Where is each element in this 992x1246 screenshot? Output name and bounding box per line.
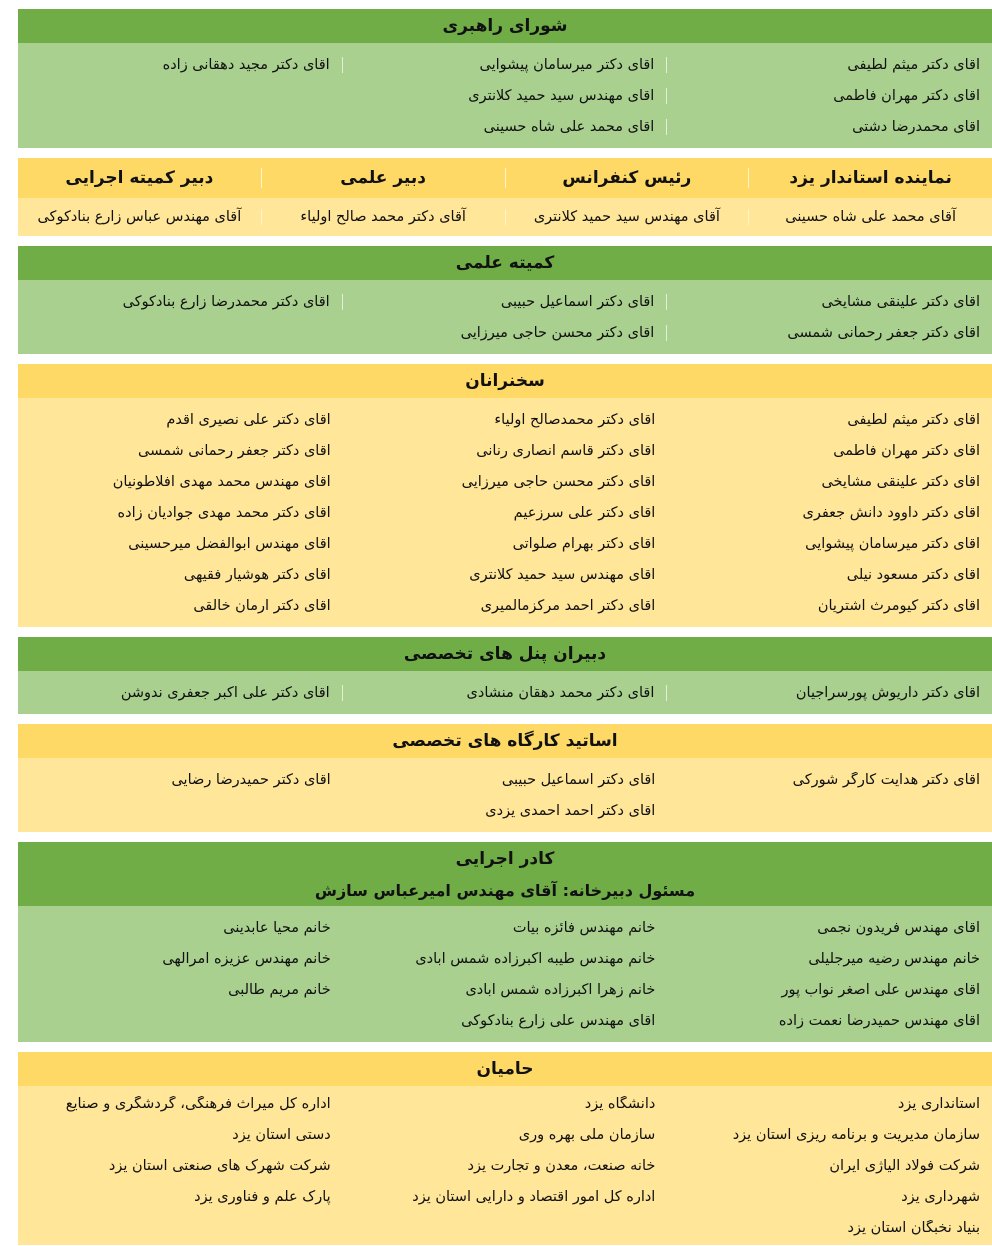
member-name: آقای دکتر علی اکبر جعفری ندوشن [18, 685, 343, 701]
table-row [18, 1119, 992, 1150]
key-roles-value-row [18, 198, 992, 236]
speaker-name: آقای مهندس سید حمید کلانتری [469, 566, 656, 583]
section-gap [18, 236, 992, 246]
sponsor-name: پارک علم و فناوری یزد [194, 1188, 331, 1205]
scientific-committee-title: کمیته علمی [18, 246, 992, 280]
speaker-name: آقای دکتر هوشیار فقیهی [183, 566, 331, 583]
section-gap [18, 354, 992, 364]
table-row [18, 559, 992, 590]
speaker-name: آقای دکتر مسعود نیلی [846, 566, 980, 583]
speaker-name: آقای دکتر محمد مهدی جوادیان زاده [117, 504, 331, 521]
section-gap [18, 1042, 992, 1052]
table-row [18, 764, 992, 795]
panel-secretaries-title: دبیران پنل های تخصصی [18, 637, 992, 671]
staff-name: خانم مهندس طیبه اکبرزاده شمس آبادی [415, 950, 656, 967]
member-name: آقای محمد علی شاه حسینی [343, 119, 668, 135]
staff-name: آقای مهندس حمیدرضا نعمت زاده [778, 1012, 980, 1029]
role-title: رئیس کنفرانس [506, 168, 750, 188]
speaker-name: آقای دکتر احمد مرکزمالمیری [480, 597, 656, 614]
table-row [18, 435, 992, 466]
panel-secretaries-section [18, 637, 992, 714]
speakers-section [18, 364, 992, 627]
workshop-masters-title: اساتید کارگاه های تخصصی [18, 724, 992, 758]
role-holder: آقای مهندس سید حمید کلانتری [506, 209, 750, 225]
table-row [18, 1212, 992, 1243]
section-gap [18, 832, 992, 842]
speaker-name: آقای دکتر علینقی مشایخی [821, 473, 980, 490]
speaker-name: آقای دکتر میرسامان پیشوایی [805, 535, 980, 552]
secretariat-manager: مسئول دبیرخانه: آقای مهندس امیرعباس سازش [18, 876, 992, 906]
sponsor-name: استانداری یزد [897, 1095, 980, 1112]
role-title: نماینده استاندار یزد [789, 168, 952, 188]
speaker-name: آقای دکتر جعفر رحمانی شمسی [138, 442, 331, 459]
member-name: آقای دکتر مهران فاطمی [833, 87, 980, 104]
section-gap [18, 714, 992, 724]
sponsors-title: حامیان [18, 1052, 992, 1086]
sponsor-name: خانه صنعت، معدن و تجارت یزد [467, 1157, 656, 1174]
leadership-council-list [18, 43, 992, 148]
member-name: آقای دکتر داریوش پورسراجیان [795, 684, 980, 701]
speaker-name: آقای دکتر قاسم انصاری رنانی [476, 442, 656, 459]
table-row [18, 943, 992, 974]
member-name: آقای دکتر میثم لطیفی [847, 56, 980, 73]
sponsor-name: دستی استان یزد [232, 1126, 331, 1143]
member-name: آقای دکتر محمدرضا زارع بنادکوکی [18, 294, 343, 310]
scientific-committee-list [18, 280, 992, 354]
speaker-name: آقای دکتر علی نصیری اقدم [166, 411, 331, 428]
table-row [18, 528, 992, 559]
role-holder: آقای محمد علی شاه حسینی [785, 209, 956, 225]
speaker-name: آقای دکتر محمدصالح اولیاء [494, 411, 656, 428]
staff-name: خانم مهندس عزیزه امرالهی [162, 950, 331, 967]
member-name: آقای محمدرضا دشتی [852, 118, 980, 135]
speaker-name: آقای مهندس محمد مهدی افلاطونیان [112, 473, 331, 490]
sponsors-list [18, 1086, 992, 1245]
staff-name: خانم محیا عابدینی [223, 919, 331, 936]
member-name: آقای دکتر حمیدرضا رضایی [171, 771, 331, 788]
staff-name: خانم مریم طالبی [228, 981, 331, 998]
speaker-name: آقای دکتر میثم لطیفی [847, 411, 980, 428]
member-name: آقای دکتر جعفر رحمانی شمسی [787, 324, 980, 341]
conference-committees-table [18, 9, 992, 1245]
member-name: آقای دکتر هدایت کارگر شورکی [792, 771, 980, 788]
table-row [18, 795, 992, 826]
sponsor-name: شرکت فولاد آلیاژی ایران [829, 1157, 980, 1174]
member-name: آقای دکتر احمد احمدی یزدی [485, 802, 656, 819]
speaker-name: آقای دکتر محسن حاجی میرزایی [461, 473, 656, 490]
table-row [18, 497, 992, 528]
member-name: آقای دکتر اسماعیل حبیبی [343, 294, 668, 310]
table-row [18, 1005, 992, 1036]
executive-staff-section [18, 842, 992, 1042]
sponsor-name: بنیاد نخبگان استان یزد [847, 1219, 980, 1236]
table-row [18, 286, 992, 317]
speaker-name: آقای دکتر کیومرث اشتریان [817, 597, 980, 614]
speakers-title: سخنرانان [18, 364, 992, 398]
role-title: دبیر علمی [262, 168, 506, 188]
table-row [18, 49, 992, 80]
sponsor-name: سازمان ملی بهره وری [518, 1126, 656, 1143]
speaker-name: آقای دکتر مهران فاطمی [833, 442, 980, 459]
speaker-name: آقای دکتر بهرام صلواتی [512, 535, 656, 552]
key-roles-section [18, 158, 992, 236]
section-gap [18, 148, 992, 158]
sponsor-name: شهرداری یزد [901, 1188, 980, 1205]
table-row [18, 1181, 992, 1212]
speakers-list [18, 398, 992, 627]
sponsor-name: شرکت شهرک های صنعتی استان یزد [108, 1157, 331, 1174]
member-name: آقای دکتر مجید دهقانی زاده [18, 57, 343, 73]
staff-name: خانم زهرا اکبرزاده شمس آبادی [465, 981, 656, 998]
staff-name: آقای مهندس فریدون نجمی [817, 919, 980, 936]
table-row [18, 912, 992, 943]
table-row [18, 590, 992, 621]
section-gap [18, 627, 992, 637]
table-row [18, 317, 992, 348]
table-row [18, 677, 992, 708]
panel-secretaries-list [18, 671, 992, 714]
table-row [18, 466, 992, 497]
member-name: آقای دکتر محمد دهقان منشادی [343, 685, 668, 701]
leadership-council-title: شورای راهبری [18, 9, 992, 43]
table-row [18, 1088, 992, 1119]
staff-name: خانم مهندس رضیه میرجلیلی [808, 950, 980, 967]
sponsor-name: اداره کل میراث فرهنگی، گردشگری و صنایع [65, 1095, 331, 1112]
table-row [18, 404, 992, 435]
role-title: دبیر کمیته اجرایی [18, 168, 262, 188]
executive-staff-title: کادر اجرایی [18, 842, 992, 876]
key-roles-header-row [18, 158, 992, 198]
sponsor-name: دانشگاه یزد [584, 1095, 656, 1112]
table-row [18, 1150, 992, 1181]
member-name: آقای دکتر میرسامان پیشوایی [343, 57, 668, 73]
speaker-name: آقای دکتر داوود دانش جعفری [802, 504, 980, 521]
member-name: آقای دکتر محسن حاجی میرزایی [343, 325, 668, 341]
speaker-name: آقای مهندس ابوالفضل میرحسینی [128, 535, 331, 552]
member-name: آقای دکتر علینقی مشایخی [821, 293, 980, 310]
workshop-masters-section [18, 724, 992, 832]
sponsors-section [18, 1052, 992, 1245]
staff-name: آقای مهندس علی زارع بنادکوکی [461, 1012, 656, 1029]
executive-staff-list [18, 906, 992, 1042]
staff-name: خانم مهندس فائزه بیات [512, 919, 656, 936]
table-row [18, 974, 992, 1005]
table-row [18, 111, 992, 142]
role-holder: آقای مهندس عباس زارع بنادکوکی [18, 209, 262, 225]
sponsor-name: اداره کل امور اقتصاد و دارایی استان یزد [412, 1188, 656, 1205]
scientific-committee-section [18, 246, 992, 354]
member-name: آقای دکتر اسماعیل حبیبی [501, 771, 656, 788]
sponsor-name: سازمان مدیریت و برنامه ریزی استان یزد [732, 1126, 980, 1143]
table-row [18, 80, 992, 111]
role-holder: آقای دکتر محمد صالح اولیاء [262, 209, 506, 225]
speaker-name: آقای دکتر علی سرزعیم [513, 504, 656, 521]
workshop-masters-list [18, 758, 992, 832]
staff-name: آقای مهندس علی اصغر نواب پور [781, 981, 980, 998]
speaker-name: آقای دکتر آرمان خالقی [193, 597, 331, 614]
leadership-council-section [18, 9, 992, 148]
member-name: آقای مهندس سید حمید کلانتری [343, 88, 668, 104]
